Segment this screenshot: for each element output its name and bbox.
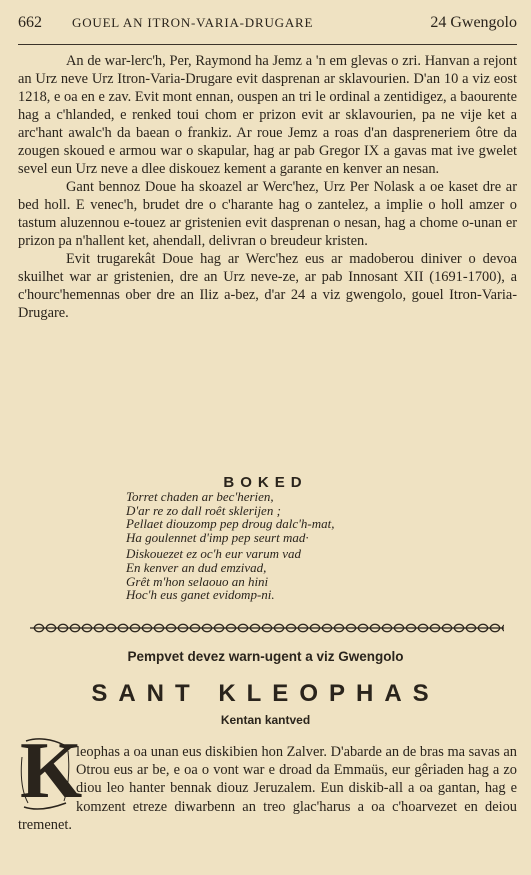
paragraph: Gant bennoz Doue ha skoazel ar Werc'hez, Urz Per Nolask a oe kaset dre ar bed holl. E venec'h, brudet dre o c'harante hag o zantelez, a implie o holl amzer o tastum aluzennou e-touez ar gristenien evit dasprenan o nesan, hag a chome o-unan er prizon pa n'hallent ket, ahendall, delivran o breudeur kristen. — [18, 179, 517, 249]
saint-name-heading: SANT KLEOPHAS — [91, 680, 440, 707]
boked-poem — [126, 490, 506, 605]
main-text — [18, 52, 517, 322]
saint-paragraph-text: leophas a oa unan eus diskibien hon Zalver. D'abarde an de bras ma savas an Otrou eus ar be, e oa o vont war e droad da Emmaüs, eur gêriaden hag a zo diou leo hanter bennak diouz Jeruzalem. Eun diskib-all a oa gantan, hag e komzent etreze diwarbenn an treo glac'harus a oa c'hoarvezet en deiou tremenet. — [18, 744, 517, 833]
poem-line: Pellaet diouzomp pep droug dalc'h-mat, — [126, 516, 335, 532]
paragraph: Evit trugarekât Doue hag ar Werc'hez eus ar madoberou diniver o devoa skuilhet war ar gristenien, dre an Urz neve-ze, ar pab Innosant XII (1691-1700), a c'hourc'hemennas ober dre an Iliz a-bez, d'ar 24 a viz gwengolo, gouel Itron-Varia-Drugare. — [18, 251, 517, 321]
page-number: 662 — [18, 14, 42, 31]
poem-line: Grêt m'hon selaouo an hini — [126, 573, 269, 589]
poem-line: En kenver an dud emzivad, — [126, 559, 267, 575]
saint-subtitle: Kentan kantved — [220, 713, 311, 727]
ornamental-divider — [30, 622, 504, 634]
poem-line: D'ar re zo dall roêt sklerijen ; — [126, 502, 281, 518]
poem-line: Ha goulennet d'imp pep seurt mad· — [126, 529, 309, 545]
running-title: GOUEL AN ITRON-VARIA-DRUGARE — [72, 15, 314, 30]
paragraph: An de war-lerc'h, Per, Raymond ha Jemz a 'n em glevas o zri. Hanvan a rejont an Urz neve Urz Itron-Varia-Drugare evit dasprenan ar sklavourien. D'an 10 a viz eost 1218, e oa en e zav. Evit mont ennan, ouspen an tri le ordinal a zentidigez, a baourente hag a c'hlanded, e renked toui chom er prizon evit ar sklavourien, pa ne vije ket a arc'hant awalc'h da baean o frankiz. Ar roue Jemz a roas d'an daspreneriem ôtre da zougen skoued e armou war o skapular, hag ar pab Gregor IX a gavas mat ive gwelet sevel eun Urz neve a dlee diskouez kement a garante en kenver an nesan. — [18, 53, 517, 177]
boked-heading: BOKED — [223, 474, 308, 491]
poem-line: Diskouezet ez oc'h eur varum vad — [126, 546, 301, 562]
poem-stanza — [126, 490, 506, 544]
poem-stanza — [126, 547, 506, 601]
dropcap-letter: K — [20, 727, 83, 815]
feast-date-line: Pempvet devez warn-ugent a viz Gwengolo — [127, 649, 404, 664]
running-date: 24 Gwengolo — [430, 14, 517, 31]
poem-line: Hoc'h eus ganet evidomp-ni. — [126, 587, 275, 603]
running-head — [18, 14, 517, 45]
poem-line: Torret chaden ar bec'herien, — [126, 489, 274, 504]
saint-paragraph — [18, 743, 517, 834]
